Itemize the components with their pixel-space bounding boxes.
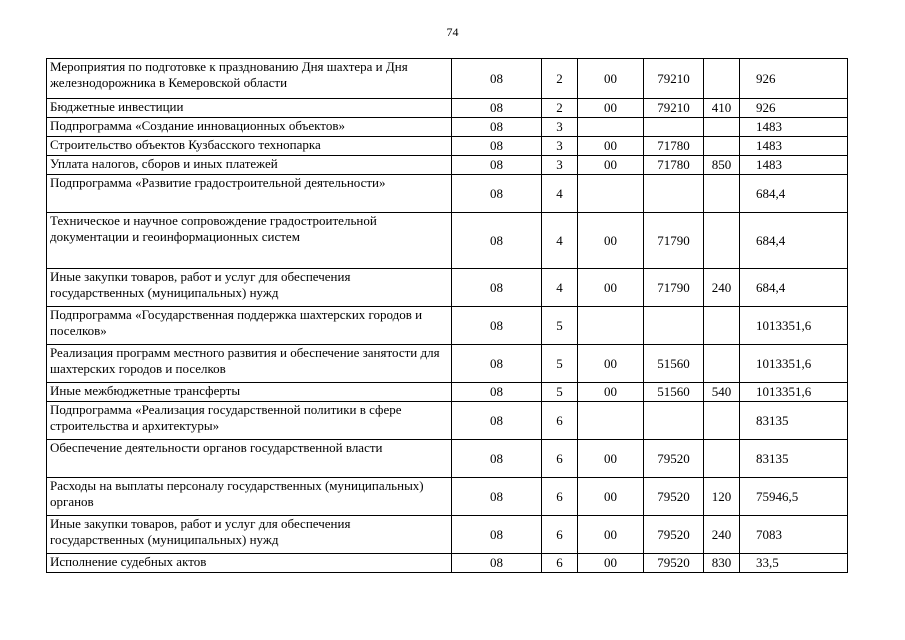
expense-type-code: 410 xyxy=(704,99,740,118)
row-description: Подпрограмма «Реализация государственной политики в сфере строительства и архитектуры» xyxy=(47,402,452,440)
table-row xyxy=(47,345,848,383)
target-article-code xyxy=(644,402,704,440)
expense-type-code xyxy=(704,137,740,156)
section-code: 08 xyxy=(452,345,542,383)
expense-type-code: 240 xyxy=(704,269,740,307)
row-description: Подпрограмма «Создание инновационных объектов» xyxy=(47,118,452,137)
program-code: 00 xyxy=(578,99,644,118)
section-code: 08 xyxy=(452,307,542,345)
row-description: Подпрограмма «Развитие градостроительной деятельности» xyxy=(47,175,452,213)
program-code: 00 xyxy=(578,269,644,307)
program-code xyxy=(578,402,644,440)
subsection-code: 5 xyxy=(542,307,578,345)
page-number: 74 xyxy=(446,25,459,39)
subsection-code: 6 xyxy=(542,402,578,440)
section-code: 08 xyxy=(452,269,542,307)
table-row xyxy=(47,440,848,478)
subsection-code: 6 xyxy=(542,478,578,516)
program-code: 00 xyxy=(578,156,644,175)
amount: 684,4 xyxy=(740,269,848,307)
row-description: Расходы на выплаты персоналу государственных (муниципальных) органов xyxy=(47,478,452,516)
subsection-code: 5 xyxy=(542,383,578,402)
subsection-code: 3 xyxy=(542,156,578,175)
target-article-code: 71790 xyxy=(644,213,704,269)
target-article-code: 71780 xyxy=(644,137,704,156)
table-row xyxy=(47,156,848,175)
row-description: Иные закупки товаров, работ и услуг для обеспечения государственных (муниципальных) нужд xyxy=(47,516,452,554)
target-article-code: 79210 xyxy=(644,99,704,118)
row-description: Иные межбюджетные трансферты xyxy=(47,383,452,402)
amount: 7083 xyxy=(740,516,848,554)
program-code: 00 xyxy=(578,59,644,99)
table-row xyxy=(47,478,848,516)
section-code: 08 xyxy=(452,440,542,478)
amount: 1483 xyxy=(740,137,848,156)
subsection-code: 3 xyxy=(542,118,578,137)
row-description: Обеспечение деятельности органов государственной власти xyxy=(47,440,452,478)
expense-type-code xyxy=(704,402,740,440)
section-code: 08 xyxy=(452,213,542,269)
row-description: Реализация программ местного развития и обеспечение занятости для шахтерских городов и поселков xyxy=(47,345,452,383)
target-article-code: 79520 xyxy=(644,440,704,478)
target-article-code xyxy=(644,307,704,345)
section-code: 08 xyxy=(452,402,542,440)
subsection-code: 3 xyxy=(542,137,578,156)
expense-type-code xyxy=(704,345,740,383)
row-description: Техническое и научное сопровождение градостроительной документации и геоинформационных систем xyxy=(47,213,452,269)
row-description: Подпрограмма «Государственная поддержка шахтерских городов и поселков» xyxy=(47,307,452,345)
section-code: 08 xyxy=(452,554,542,573)
section-code: 08 xyxy=(452,99,542,118)
section-code: 08 xyxy=(452,156,542,175)
budget-table-body xyxy=(47,59,848,573)
expense-type-code: 850 xyxy=(704,156,740,175)
amount: 684,4 xyxy=(740,213,848,269)
program-code: 00 xyxy=(578,478,644,516)
program-code: 00 xyxy=(578,383,644,402)
program-code xyxy=(578,175,644,213)
subsection-code: 2 xyxy=(542,59,578,99)
table-row xyxy=(47,554,848,573)
expense-type-code xyxy=(704,307,740,345)
subsection-code: 4 xyxy=(542,213,578,269)
program-code: 00 xyxy=(578,345,644,383)
section-code: 08 xyxy=(452,478,542,516)
expense-type-code: 240 xyxy=(704,516,740,554)
subsection-code: 6 xyxy=(542,554,578,573)
amount: 1483 xyxy=(740,118,848,137)
table-row xyxy=(47,59,848,99)
amount: 926 xyxy=(740,59,848,99)
table-row xyxy=(47,99,848,118)
program-code: 00 xyxy=(578,516,644,554)
subsection-code: 5 xyxy=(542,345,578,383)
row-description: Мероприятия по подготовке к празднованию Дня шахтера и Дня железнодорожника в Кемеровской области xyxy=(47,59,452,99)
amount: 926 xyxy=(740,99,848,118)
expense-type-code xyxy=(704,213,740,269)
target-article-code xyxy=(644,118,704,137)
subsection-code: 4 xyxy=(542,175,578,213)
program-code xyxy=(578,118,644,137)
row-description: Исполнение судебных актов xyxy=(47,554,452,573)
program-code: 00 xyxy=(578,440,644,478)
target-article-code: 51560 xyxy=(644,345,704,383)
subsection-code: 6 xyxy=(542,440,578,478)
target-article-code: 79520 xyxy=(644,478,704,516)
program-code: 00 xyxy=(578,137,644,156)
section-code: 08 xyxy=(452,175,542,213)
expense-type-code xyxy=(704,59,740,99)
amount: 75946,5 xyxy=(740,478,848,516)
amount: 83135 xyxy=(740,402,848,440)
expense-type-code: 120 xyxy=(704,478,740,516)
table-row xyxy=(47,307,848,345)
target-article-code: 71780 xyxy=(644,156,704,175)
section-code: 08 xyxy=(452,137,542,156)
expense-type-code: 540 xyxy=(704,383,740,402)
expense-type-code: 830 xyxy=(704,554,740,573)
table-row xyxy=(47,402,848,440)
section-code: 08 xyxy=(452,383,542,402)
row-description: Строительство объектов Кузбасского технопарка xyxy=(47,137,452,156)
expense-type-code xyxy=(704,118,740,137)
target-article-code: 79520 xyxy=(644,554,704,573)
amount: 33,5 xyxy=(740,554,848,573)
program-code: 00 xyxy=(578,213,644,269)
subsection-code: 4 xyxy=(542,269,578,307)
target-article-code xyxy=(644,175,704,213)
amount: 1483 xyxy=(740,156,848,175)
row-description: Бюджетные инвестиции xyxy=(47,99,452,118)
subsection-code: 2 xyxy=(542,99,578,118)
table-row xyxy=(47,269,848,307)
amount: 1013351,6 xyxy=(740,307,848,345)
section-code: 08 xyxy=(452,118,542,137)
table-row xyxy=(47,383,848,402)
target-article-code: 79520 xyxy=(644,516,704,554)
amount: 83135 xyxy=(740,440,848,478)
row-description: Иные закупки товаров, работ и услуг для обеспечения государственных (муниципальных) нужд xyxy=(47,269,452,307)
section-code: 08 xyxy=(452,516,542,554)
table-row xyxy=(47,118,848,137)
program-code xyxy=(578,307,644,345)
target-article-code: 79210 xyxy=(644,59,704,99)
budget-table xyxy=(46,58,848,573)
subsection-code: 6 xyxy=(542,516,578,554)
program-code: 00 xyxy=(578,554,644,573)
target-article-code: 51560 xyxy=(644,383,704,402)
expense-type-code xyxy=(704,175,740,213)
amount: 1013351,6 xyxy=(740,345,848,383)
table-row xyxy=(47,175,848,213)
amount: 1013351,6 xyxy=(740,383,848,402)
table-row xyxy=(47,137,848,156)
amount: 684,4 xyxy=(740,175,848,213)
expense-type-code xyxy=(704,440,740,478)
row-description: Уплата налогов, сборов и иных платежей xyxy=(47,156,452,175)
table-row xyxy=(47,213,848,269)
target-article-code: 71790 xyxy=(644,269,704,307)
table-row xyxy=(47,516,848,554)
section-code: 08 xyxy=(452,59,542,99)
